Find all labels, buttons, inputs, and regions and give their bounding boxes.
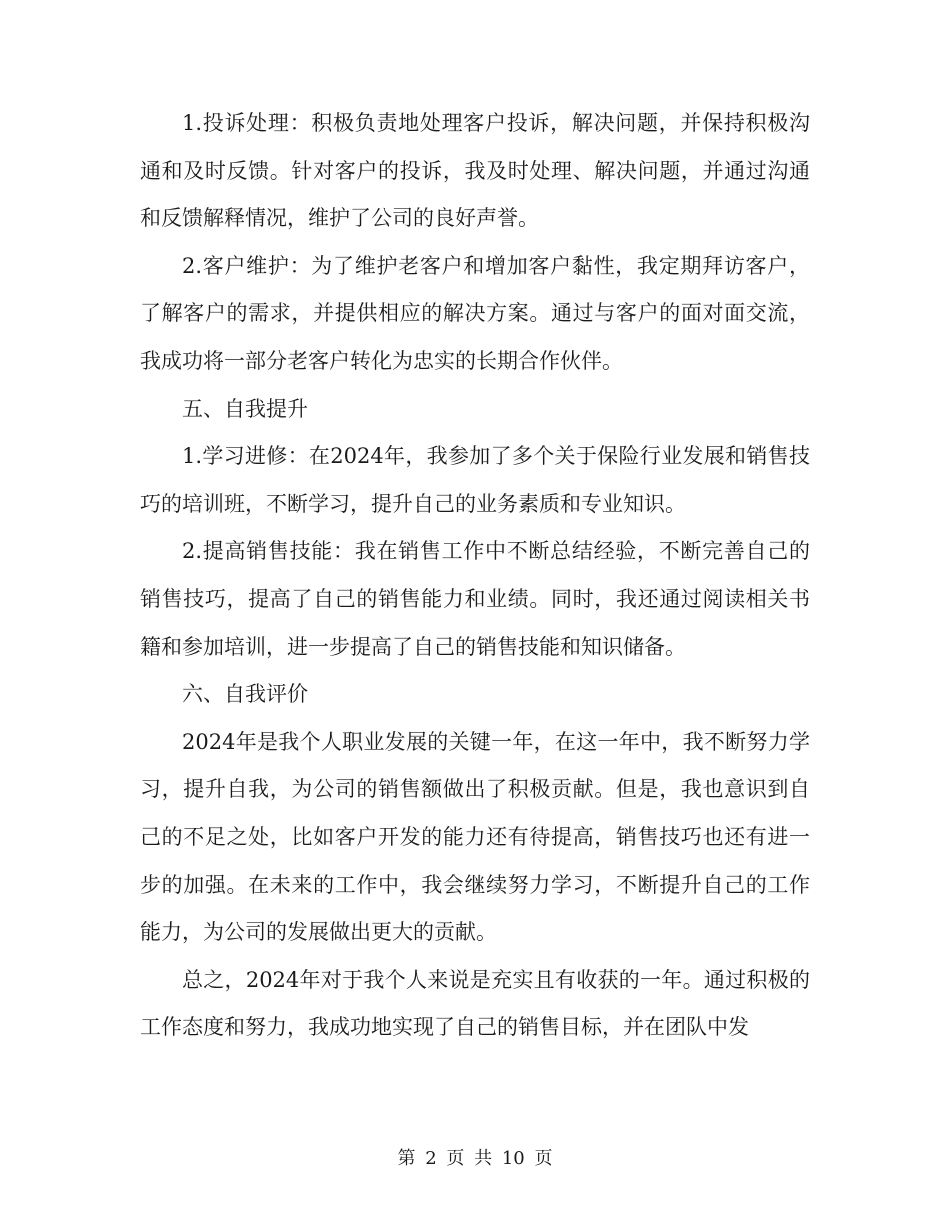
paragraph-customer-maintenance: 2.客户维护：为了维护老客户和增加客户黏性，我定期拜访客户，了解客户的需求，并提供相应的解决方案。通过与客户的面对面交流，我成功将一部分老客户转化为忠实的长期合作伙伴。 — [140, 253, 810, 373]
paragraph-complaint-handling: 1.投诉处理：积极负责地处理客户投诉，解决问题，并保持积极沟通和及时反馈。针对客户的投诉，我及时处理、解决问题，并通过沟通和反馈解释情况，维护了公司的良好声誉。 — [140, 111, 810, 231]
section-heading-self-evaluation: 六、自我评价 — [182, 682, 308, 707]
page-number-footer: 第 2 页 共 10 页 — [397, 1148, 553, 1169]
paragraph-sales-skills: 2.提高销售技能：我在销售工作中不断总结经验，不断完善自己的销售技巧，提高了自己的销售能力和业绩。同时，我还通过阅读相关书籍和参加培训，进一步提高了自己的销售技能和知识储备。 — [140, 539, 810, 659]
paragraph-study-training: 1.学习进修：在2024年，我参加了多个关于保险行业发展和销售技巧的培训班，不断学习，提升自己的业务素质和专业知识。 — [140, 444, 810, 516]
section-heading-self-improvement: 五、自我提升 — [182, 396, 308, 421]
document-body — [140, 100, 810, 1052]
paragraph-self-evaluation: 2024年是我个人职业发展的关键一年，在这一年中，我不断努力学习，提升自我，为公司的销售额做出了积极贡献。但是，我也意识到自己的不足之处，比如客户开发的能力还有待提高，销售技巧也还有进一步的加强。在未来的工作中，我会继续努力学习，不断提升自己的工作能力，为公司的发展做出更大的贡献。 — [140, 729, 810, 945]
paragraph-summary: 总之，2024年对于我个人来说是充实且有收获的一年。通过积极的工作态度和努力，我成功地实现了自己的销售目标，并在团队中发 — [140, 967, 810, 1040]
